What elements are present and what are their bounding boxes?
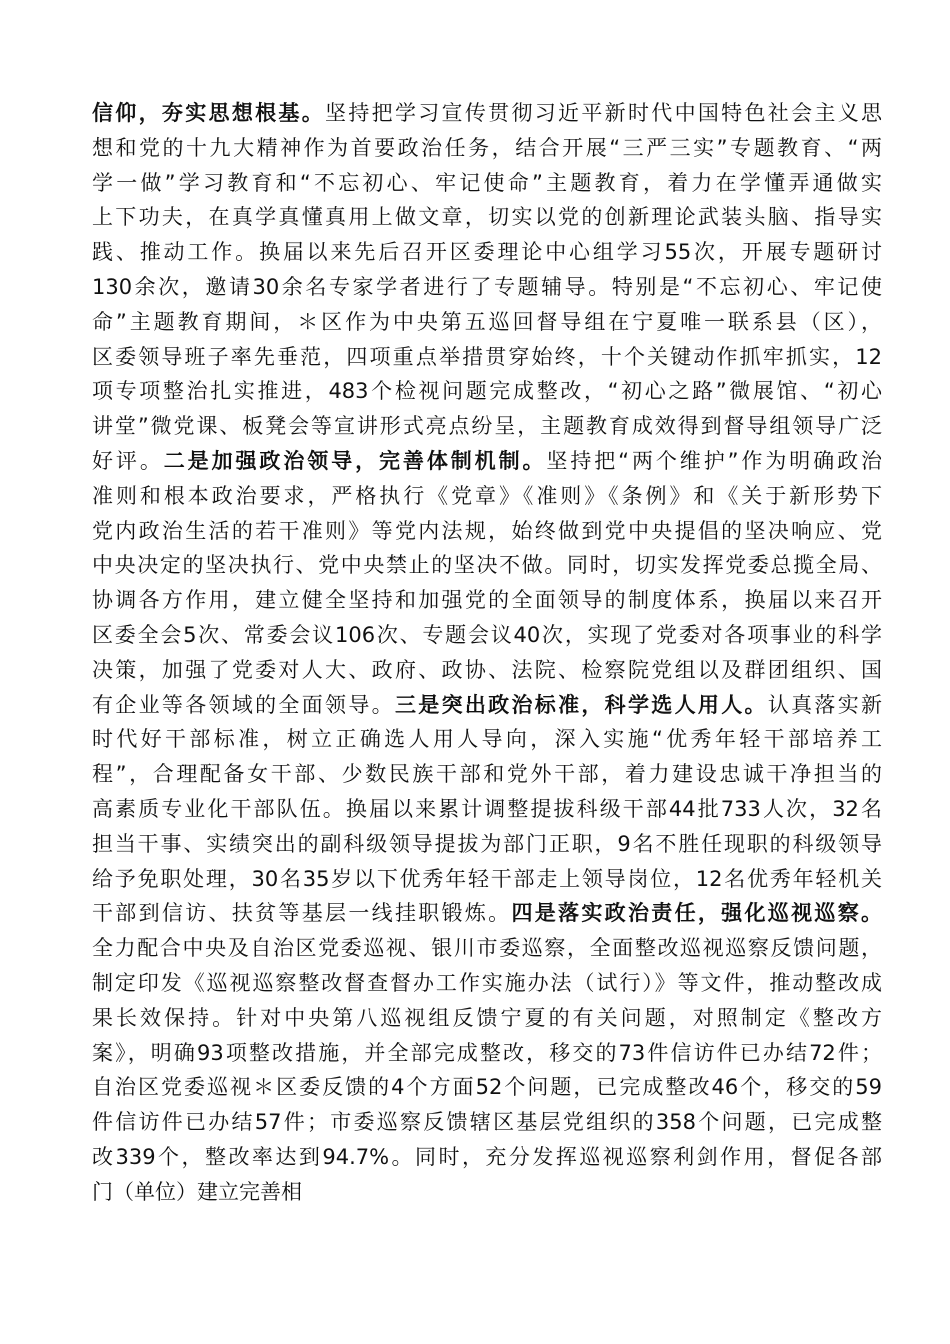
text-line — [92, 479, 882, 514]
text-line — [92, 444, 882, 479]
text-line — [92, 583, 882, 618]
text-line — [92, 166, 882, 201]
text-run: 门（单位）建立完善相 — [92, 1179, 302, 1204]
text-run: 全力配合中央及自治区党委巡视、银川市委巡察，全面整改巡视巡察反馈问题， — [92, 936, 882, 961]
text-run: 好评。 — [92, 448, 164, 473]
bold-heading-run: 四是落实政治责任，强化巡视巡察。 — [511, 901, 882, 926]
text-line — [92, 618, 882, 653]
text-run: 担当干事、实绩突出的副科级领导提拔为部门正职，9名不胜任现职的科级领导 — [92, 831, 882, 856]
text-run: 程”，合理配备女干部、少数民族干部和党外干部，着力建设忠诚干净担当的 — [92, 762, 882, 787]
text-line — [92, 862, 882, 897]
text-run: 130余次，邀请30余名专家学者进行了专题辅导。特别是“不忘初心、牢记使 — [92, 274, 882, 299]
text-line — [92, 1070, 882, 1105]
text-line — [92, 966, 882, 1001]
text-line — [92, 757, 882, 792]
text-line — [92, 896, 882, 931]
text-line — [92, 270, 882, 305]
text-run: 决策，加强了党委对人大、政府、政协、法院、检察院党组以及群团组织、国 — [92, 657, 882, 682]
bold-heading-run: 三是突出政治标准，科学选人用人。 — [394, 692, 768, 717]
text-line — [92, 1140, 882, 1175]
text-line — [92, 688, 882, 723]
text-line — [92, 1036, 882, 1071]
text-run: 制定印发《巡视巡察整改督查督办工作实施办法（试行）》等文件，推动整改成 — [92, 970, 882, 995]
text-run: 有企业等各领域的全面领导。 — [92, 692, 395, 717]
text-line — [92, 548, 882, 583]
text-line — [92, 340, 882, 375]
text-run: 果长效保持。针对中央第八巡视组反馈宁夏的有关问题，对照制定《整改方 — [92, 1005, 882, 1030]
document-body-text — [92, 96, 882, 1210]
text-run: 自治区党委巡视＊区委反馈的4个方面52个问题，已完成整改46个，移交的59 — [92, 1075, 882, 1100]
text-line — [92, 1175, 882, 1210]
text-run: 改339个，整改率达到94.7%。同时，充分发挥巡视巡察利剑作用，督促各部 — [92, 1144, 882, 1169]
text-run: 件信访件已办结57件；市委巡察反馈辖区基层党组织的358个问题，已完成整 — [92, 1110, 882, 1135]
text-run: 上下功夫，在真学真懂真用上做文章，切实以党的创新理论武装头脑、指导实 — [92, 205, 882, 230]
text-line — [92, 827, 882, 862]
text-run: 坚持把“两个维护”作为明确政治 — [546, 448, 883, 473]
text-run: 时代好干部标准，树立正确选人用人导向，深入实施“优秀年轻干部培养工 — [92, 727, 882, 752]
text-run: 案》，明确93项整改措施，并全部完成整改，移交的73件信访件已办结72件； — [92, 1040, 882, 1065]
text-run: 认真落实新 — [767, 692, 883, 717]
text-run: 项专项整治扎实推进，483个检视问题完成整改，“初心之路”微展馆、“初心 — [92, 379, 882, 404]
text-run: 区委领导班子率先垂范，四项重点举措贯穿始终，十个关键动作抓牢抓实，12 — [92, 344, 882, 369]
text-run: 准则和根本政治要求，严格执行《党章》《准则》《条例》和《关于新形势下 — [92, 483, 882, 508]
text-line — [92, 305, 882, 340]
text-run: 命”主题教育期间，＊区作为中央第五巡回督导组在宁夏唯一联系县（区）， — [92, 309, 882, 334]
text-run: 给予免职处理，30名35岁以下优秀年轻干部走上领导岗位，12名优秀年轻机关 — [92, 866, 882, 891]
text-line — [92, 1001, 882, 1036]
text-run: 讲堂”微党课、板凳会等宣讲形式亮点纷呈，主题教育成效得到督导组领导广泛 — [92, 414, 882, 439]
text-run: 协调各方作用，建立健全坚持和加强党的全面领导的制度体系，换届以来召开 — [92, 588, 882, 613]
text-run: 干部到信访、扶贫等基层一线挂职锻炼。 — [92, 901, 512, 926]
text-line — [92, 200, 882, 235]
text-line — [92, 1105, 882, 1140]
text-line — [92, 931, 882, 966]
bold-heading-run: 信仰，夯实思想根基。 — [92, 101, 326, 125]
text-run: 高素质专业化干部队伍。换届以来累计调整提拔科级干部44批733人次，32名 — [92, 796, 882, 821]
text-line — [92, 653, 882, 688]
text-line — [92, 131, 882, 166]
text-run: 党内政治生活的若干准则》等党内法规，始终做到党中央提倡的坚决响应、党 — [92, 518, 882, 543]
text-run: 学一做”学习教育和“不忘初心、牢记使命”主题教育，着力在学懂弄通做实 — [92, 170, 882, 195]
text-line — [92, 374, 882, 409]
text-run: 坚持把学习宣传贯彻习近平新时代中国特色社会主义思 — [325, 101, 882, 125]
text-run: 想和党的十九大精神作为首要政治任务，结合开展“三严三实”专题教育、“两 — [92, 135, 882, 160]
bold-heading-run: 二是加强政治领导，完善体制机制。 — [163, 448, 547, 473]
text-line — [92, 235, 882, 270]
text-line — [92, 792, 882, 827]
text-line — [92, 722, 882, 757]
text-run: 践、推动工作。换届以来先后召开区委理论中心组学习55次，开展专题研讨 — [92, 240, 882, 265]
text-line — [92, 409, 882, 444]
text-run: 区委全会5次、常委会议106次、专题会议40次，实现了党委对各项事业的科学 — [92, 622, 882, 647]
text-line — [92, 96, 882, 131]
text-line — [92, 514, 882, 549]
text-run: 中央决定的坚决执行、党中央禁止的坚决不做。同时，切实发挥党委总揽全局、 — [92, 553, 882, 578]
